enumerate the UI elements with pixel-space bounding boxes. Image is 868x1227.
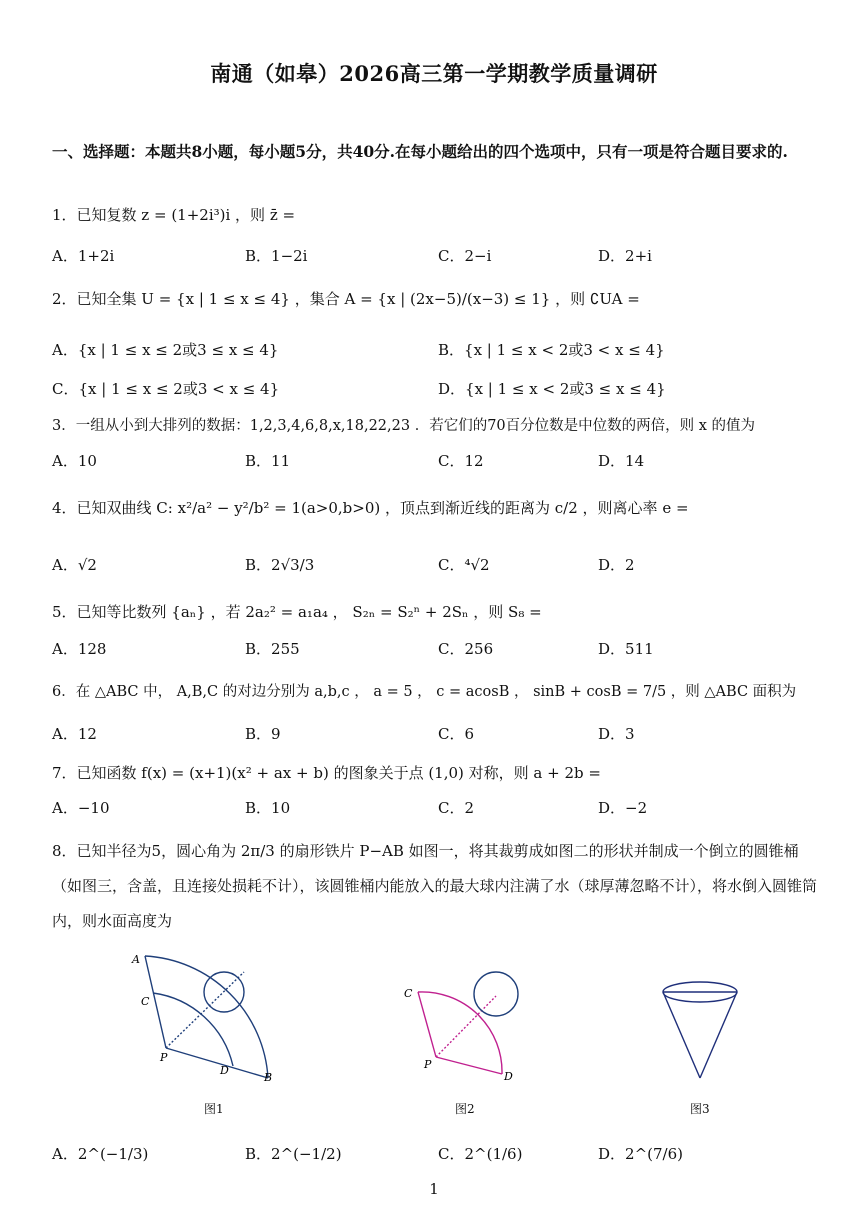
fig3-side-right xyxy=(700,992,737,1078)
question-3-option-a[interactable]: A．10 xyxy=(52,452,97,470)
fig1-label-p: P xyxy=(160,1051,168,1064)
figure-2-net xyxy=(398,962,533,1087)
fig2-radius-pc xyxy=(418,992,436,1057)
question-8-stem: 8．已知半径为5，圆心角为 2π/3 的扇形铁片 P−AB 如图一，将其裁剪成如图二的形状并制成一个倒立的圆锥桶（如图三，含盖，且连接处损耗不计），该圆锥桶内能放入的最大球内注满了水（球厚薄忽略不计），将水倒入圆锥筒内，则水面高度为 xyxy=(52,842,818,930)
page-title: 南通（如皋）2026高三第一学期教学质量调研 xyxy=(210,61,658,86)
question-3-option-c[interactable]: C．12 xyxy=(438,452,484,470)
fig1-label-c: C xyxy=(141,995,150,1008)
page-number: 1 xyxy=(429,1180,439,1198)
question-2-option-d[interactable]: D．{x | 1 ≤ x < 2或3 ≤ x ≤ 4} xyxy=(438,380,666,398)
question-2-option-a[interactable]: A．{x | 1 ≤ x ≤ 2或3 ≤ x ≤ 4} xyxy=(52,341,279,359)
figure-3-cone xyxy=(656,970,746,1085)
question-1-option-c[interactable]: C．2−i xyxy=(438,247,492,265)
question-2-stem: 2．已知全集 U = {x | 1 ≤ x ≤ 4} ，集合 A = {x | (2x−5)/(x−3) ≤ 1} ，则 ∁UA = xyxy=(52,290,640,308)
fig2-radius-pd xyxy=(436,1057,502,1074)
question-7-option-a[interactable]: A．−10 xyxy=(52,799,110,817)
question-8-option-b[interactable]: B．2^(−1/2) xyxy=(245,1145,342,1163)
fig1-label-a: A xyxy=(132,953,140,966)
fig1-radius-pb xyxy=(166,1048,268,1078)
question-4-option-a[interactable]: A．√2 xyxy=(52,556,97,574)
question-5-option-c[interactable]: C．256 xyxy=(438,640,494,658)
figure-2-caption: 图2 xyxy=(455,1102,475,1116)
section-header: 一、选择题：本题共8小题，每小题5分，共40分.在每小题给出的四个选项中，只有一项是符合题目要求的. xyxy=(52,142,788,161)
question-4-option-b[interactable]: B．2√3/3 xyxy=(245,556,315,574)
fig1-label-b: B xyxy=(264,1071,273,1084)
question-7-stem: 7．已知函数 f(x) = (x+1)(x² + ax + b) 的图象关于点 (1,0) 对称，则 a + 2b = xyxy=(52,764,601,782)
fig1-label-d: D xyxy=(220,1064,229,1077)
question-6-option-d[interactable]: D．3 xyxy=(598,725,635,743)
question-4-option-c[interactable]: C．⁴√2 xyxy=(438,556,490,574)
question-1-option-d[interactable]: D．2+i xyxy=(598,247,652,265)
question-4-stem: 4．已知双曲线 C: x²/a² − y²/b² = 1(a>0,b>0) ，顶点到渐近线的距离为 c/2 ，则离心率 e = xyxy=(52,499,689,517)
question-7-option-c[interactable]: C．2 xyxy=(438,799,475,817)
question-8-option-d[interactable]: D．2^(7/6) xyxy=(598,1145,683,1163)
question-1-option-b[interactable]: B．1−2i xyxy=(245,247,308,265)
question-7-option-d[interactable]: D．−2 xyxy=(598,799,648,817)
question-1-option-a[interactable]: A．1+2i xyxy=(52,247,115,265)
question-2-option-c[interactable]: C．{x | 1 ≤ x ≤ 2或3 < x ≤ 4} xyxy=(52,380,280,398)
question-6-option-a[interactable]: A．12 xyxy=(52,725,97,743)
question-6-option-c[interactable]: C．6 xyxy=(438,725,475,743)
question-3-option-b[interactable]: B．11 xyxy=(245,452,291,470)
fig2-label-d: D xyxy=(504,1070,513,1083)
question-5-option-a[interactable]: A．128 xyxy=(52,640,107,658)
fig2-label-c: C xyxy=(404,987,413,1000)
figure-3-caption: 图3 xyxy=(690,1102,710,1116)
question-3-stem: 3．一组从小到大排列的数据：1,2,3,4,6,8,x,18,22,23 ．若它们的70百分位数是中位数的两倍，则 x 的值为 xyxy=(52,418,756,434)
fig2-label-p: P xyxy=(424,1058,432,1071)
fig3-side-left xyxy=(663,992,700,1078)
question-6-stem: 6．在 △ABC 中， A,B,C 的对边分别为 a,b,c ， a = 5 ， c = acosB ， sinB + cosB = 7/5 ，则 △ABC 面积为 xyxy=(52,684,797,700)
question-2-option-b[interactable]: B．{x | 1 ≤ x < 2或3 < x ≤ 4} xyxy=(438,341,665,359)
question-3-option-d[interactable]: D．14 xyxy=(598,452,645,470)
question-8-option-a[interactable]: A．2^(−1/3) xyxy=(52,1145,149,1163)
figure-1-caption: 图1 xyxy=(204,1102,224,1116)
question-6-option-b[interactable]: B．9 xyxy=(245,725,281,743)
question-7-option-b[interactable]: B．10 xyxy=(245,799,291,817)
figure-1-sector xyxy=(120,950,300,1090)
question-5-option-b[interactable]: B．255 xyxy=(245,640,300,658)
question-8-option-c[interactable]: C．2^(1/6) xyxy=(438,1145,523,1163)
fig2-circle xyxy=(474,972,518,1016)
question-5-stem: 5．已知等比数列 {aₙ} ，若 2a₂² = a₁a₄ ， S₂ₙ = S₂ⁿ + 2Sₙ ，则 S₈ = xyxy=(52,603,542,621)
question-4-option-d[interactable]: D．2 xyxy=(598,556,635,574)
question-5-option-d[interactable]: D．511 xyxy=(598,640,654,658)
question-1-stem: 1．已知复数 z = (1+2i³)i ，则 z̄ = xyxy=(52,206,296,224)
